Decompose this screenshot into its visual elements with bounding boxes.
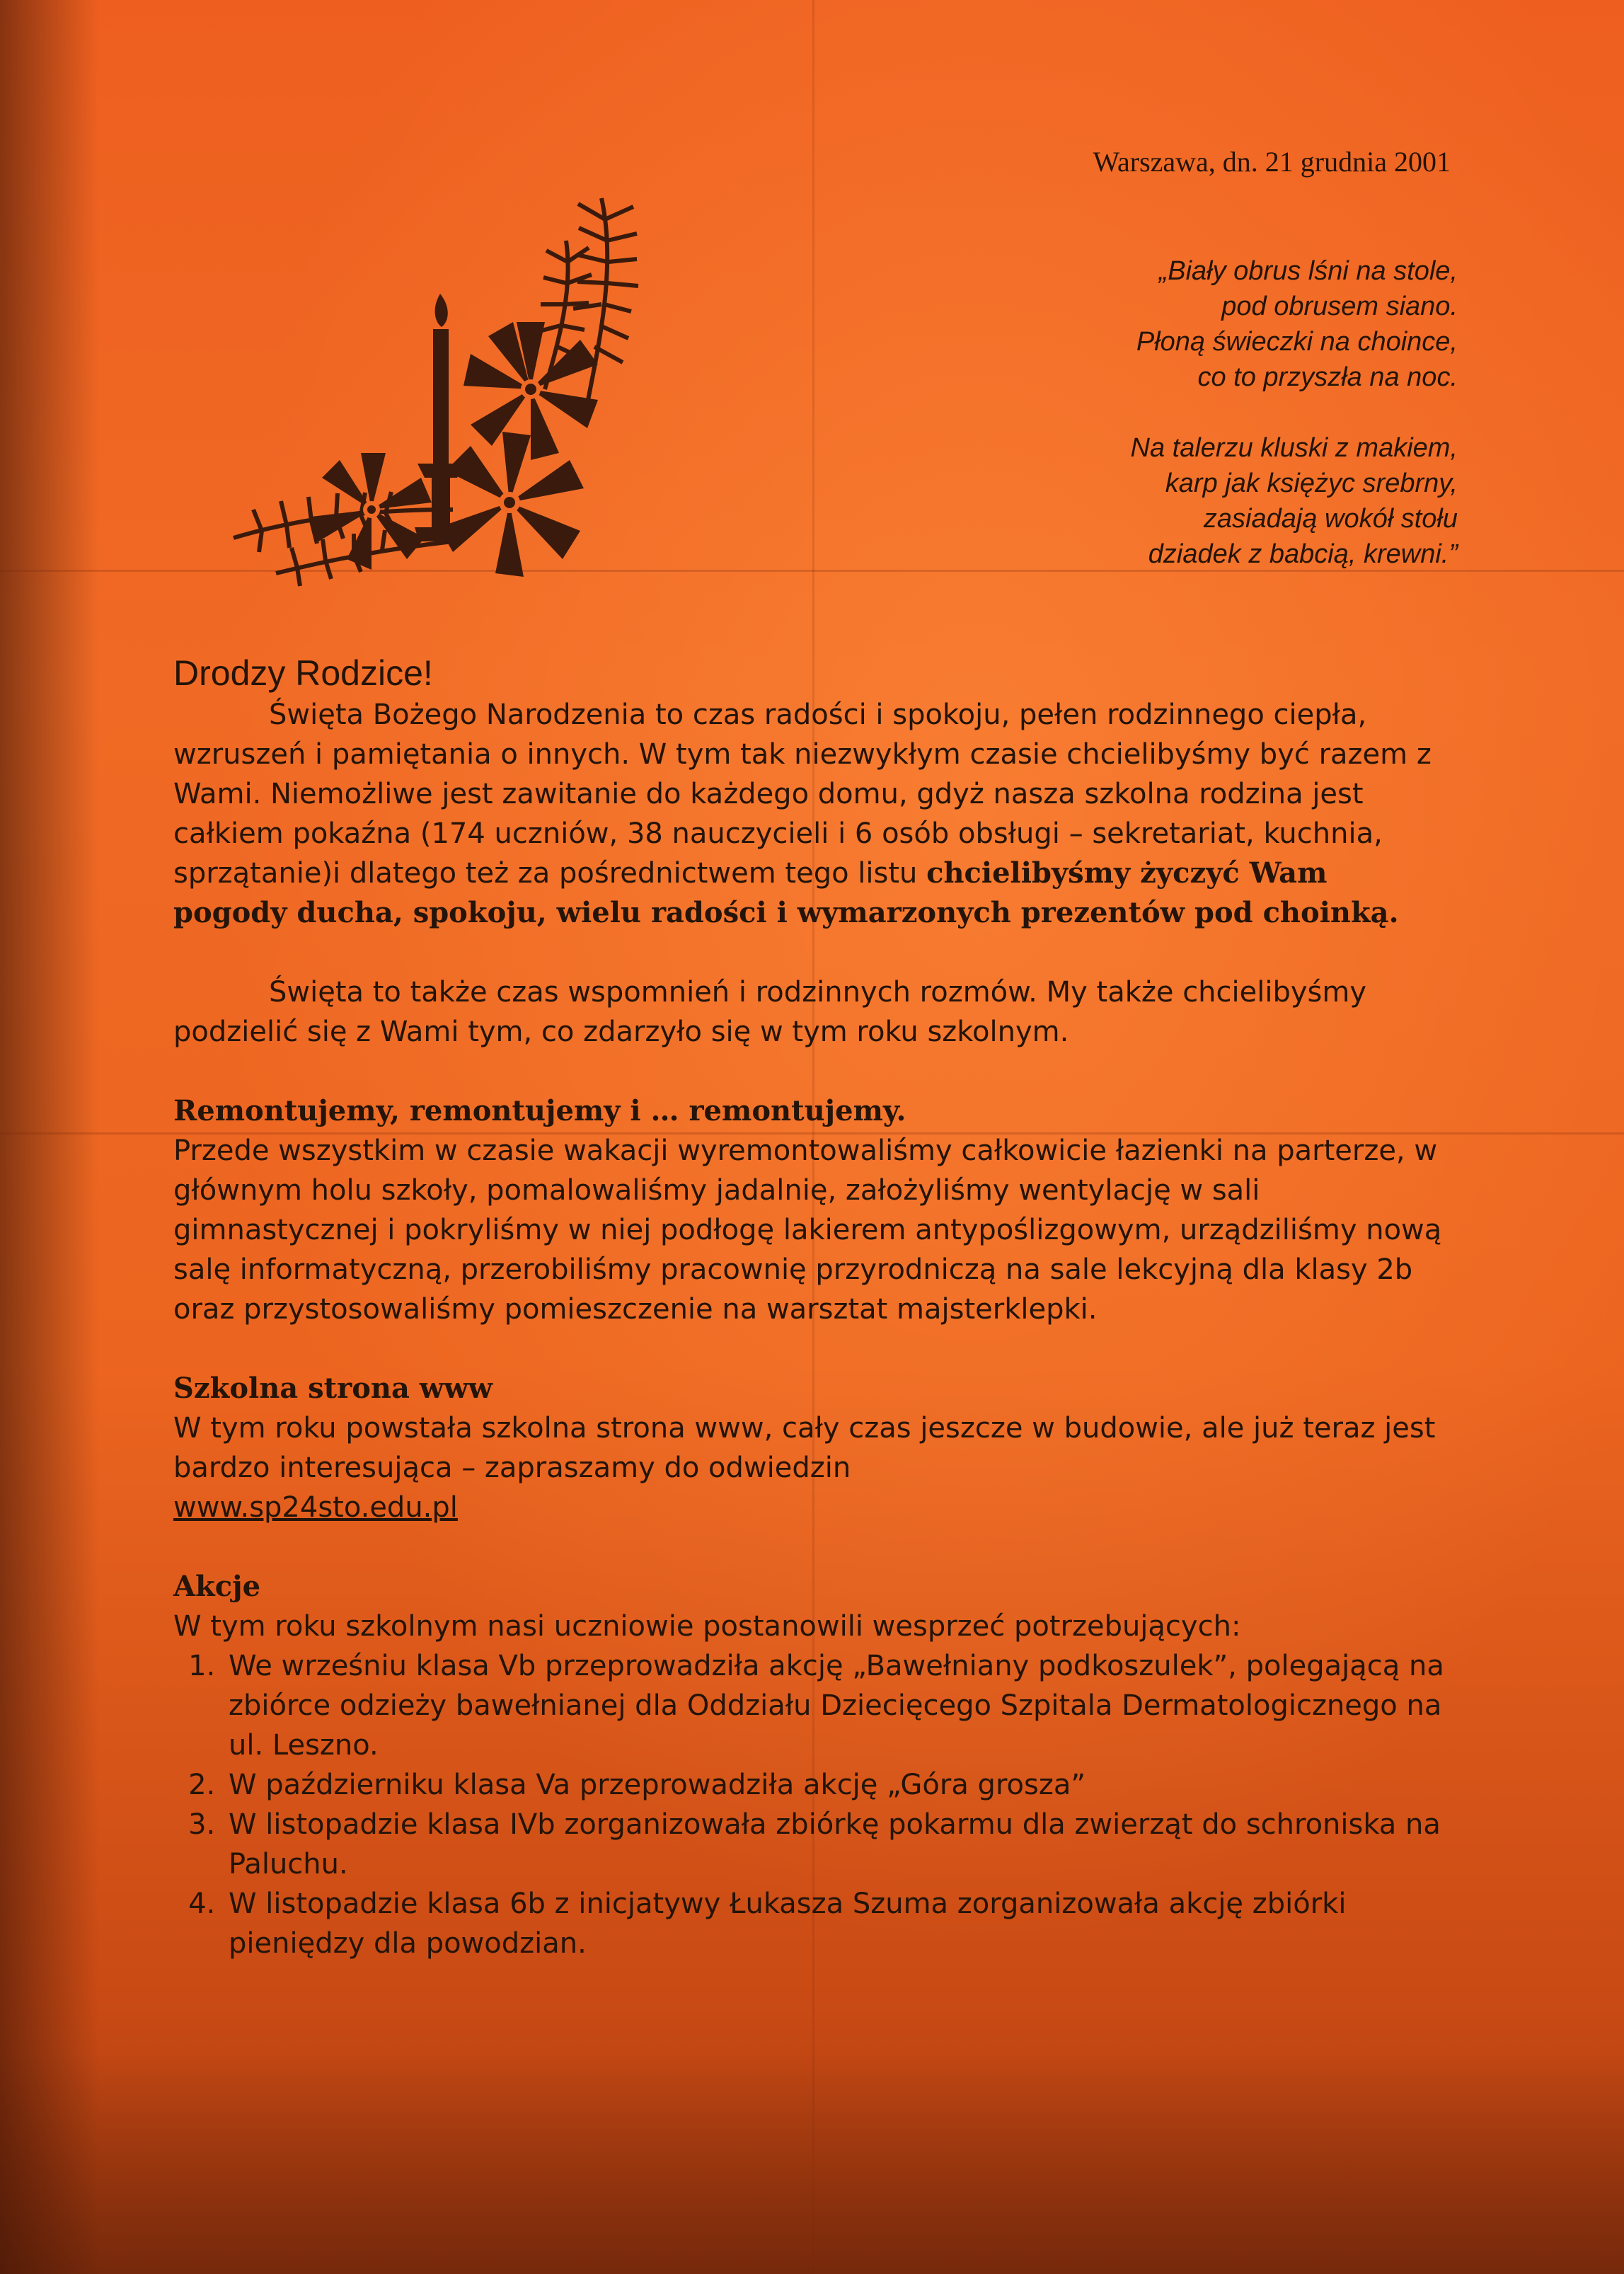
poem-line: pod obrusem siano. xyxy=(1221,292,1458,321)
memories-paragraph: Święta to także czas wspomnień i rodzinnych rozmów. My także chcielibyśmy podzielić się z Wami tym, co zdarzyło się w tym roku szkolnym. xyxy=(173,976,1367,1048)
poem-line: Na talerzu kluski z makiem, xyxy=(1130,433,1458,463)
letter-greeting: Drodzy Rodzice! xyxy=(173,653,433,693)
list-item: 4. W listopadzie klasa 6b z inicjatywy Łukasza Szuma zorganizowała akcję zbiórki pieniędzy dla powodzian. xyxy=(224,1884,1447,1963)
poem-line: dziadek z babcią, krewni.” xyxy=(1148,539,1458,569)
list-item: 3. W listopadzie klasa IVb zorganizowała zbiórkę pokarmu dla zwierząt do schroniska na Paluchu. xyxy=(224,1805,1447,1884)
letter-body xyxy=(173,651,1447,1963)
intro-wishes: chcielibyśmy życzyć Wam pogody ducha, spokoju, wielu radości i wymarzonych prezentów pod choinką. xyxy=(173,856,1399,929)
candle-icon xyxy=(415,294,467,541)
website-heading: Szkolna strona www xyxy=(173,1372,493,1405)
actions-list xyxy=(173,1646,1447,1963)
list-item: 1. We wrześniu klasa Vb przeprowadziła akcję „Bawełniany podkoszulek”, polegającą na zbiórce odzieży bawełnianej dla Oddziału Dziecięcego Szpitala Dermatologicznego na ul. Leszno. xyxy=(224,1646,1447,1765)
poem-line: karp jak księżyc srebrny, xyxy=(1165,469,1458,498)
letter-date: Warszawa, dn. 21 grudnia 2001 xyxy=(1093,146,1451,178)
website-paragraph: W tym roku powstała szkolna strona www, cały czas jeszcze w budowie, ale już teraz jest bardzo interesująca – zapraszamy do odwiedzin xyxy=(173,1412,1436,1484)
christmas-decoration-illustration xyxy=(219,177,686,587)
poem-line: Płoną świeczki na choince, xyxy=(1136,327,1458,357)
christmas-poem xyxy=(849,253,1458,572)
actions-intro: W tym roku szkolnym nasi uczniowie postanowili wesprzeć potrzebujących: xyxy=(173,1610,1241,1643)
renovation-heading: Remontujemy, remontujemy i … remontujemy. xyxy=(173,1094,906,1127)
intro-text: Święta Bożego Narodzenia to czas radości i spokoju, pełen rodzinnego ciepła, wzruszeń i pamiętania o innych. W tym tak niezwykłym czasie chcielibyśmy być razem z Wami. Niemożliwe jest zawitanie do każdego domu, gdyż nasza szkolna rodzina jest całkiem pokaźna (174 uczniów, 38 nauczycieli i 6 osób obsługi – sekretariat, kuchnia, sprzątanie)i dlatego też za pośrednictwem tego listu xyxy=(173,699,1432,890)
intro-paragraph xyxy=(173,695,1447,933)
list-item: 2. W październiku klasa Va przeprowadziła akcję „Góra grosza” xyxy=(224,1765,1447,1805)
renovation-paragraph: Przede wszystkim w czasie wakacji wyremontowaliśmy całkowicie łazienki na parterze, w głównym holu szkoły, pomalowaliśmy jadalnię, założyliśmy wentylację w sali gimnastycznej i pokryliśmy w niej podłogę lakierem antypoślizgowym, urządziliśmy nową salę informatyczną, przerobiliśmy pracownię przyrodniczą na sale lekcyjną dla klasy 2b oraz przystosowaliśmy pomieszczenie na warsztat majsterklepki. xyxy=(173,1135,1442,1326)
poinsettia-flower-icon xyxy=(463,322,598,460)
poem-line: zasiadają wokół stołu xyxy=(1203,504,1458,534)
poem-line: co to przyszła na noc. xyxy=(1197,362,1458,392)
school-website-link[interactable]: www.sp24sto.edu.pl xyxy=(173,1491,458,1524)
page-shadow-left xyxy=(0,0,99,2274)
poem-line: „Biały obrus lśni na stole, xyxy=(1158,256,1458,286)
poinsettia-flower-icon xyxy=(439,432,584,577)
actions-heading: Akcje xyxy=(173,1570,261,1603)
